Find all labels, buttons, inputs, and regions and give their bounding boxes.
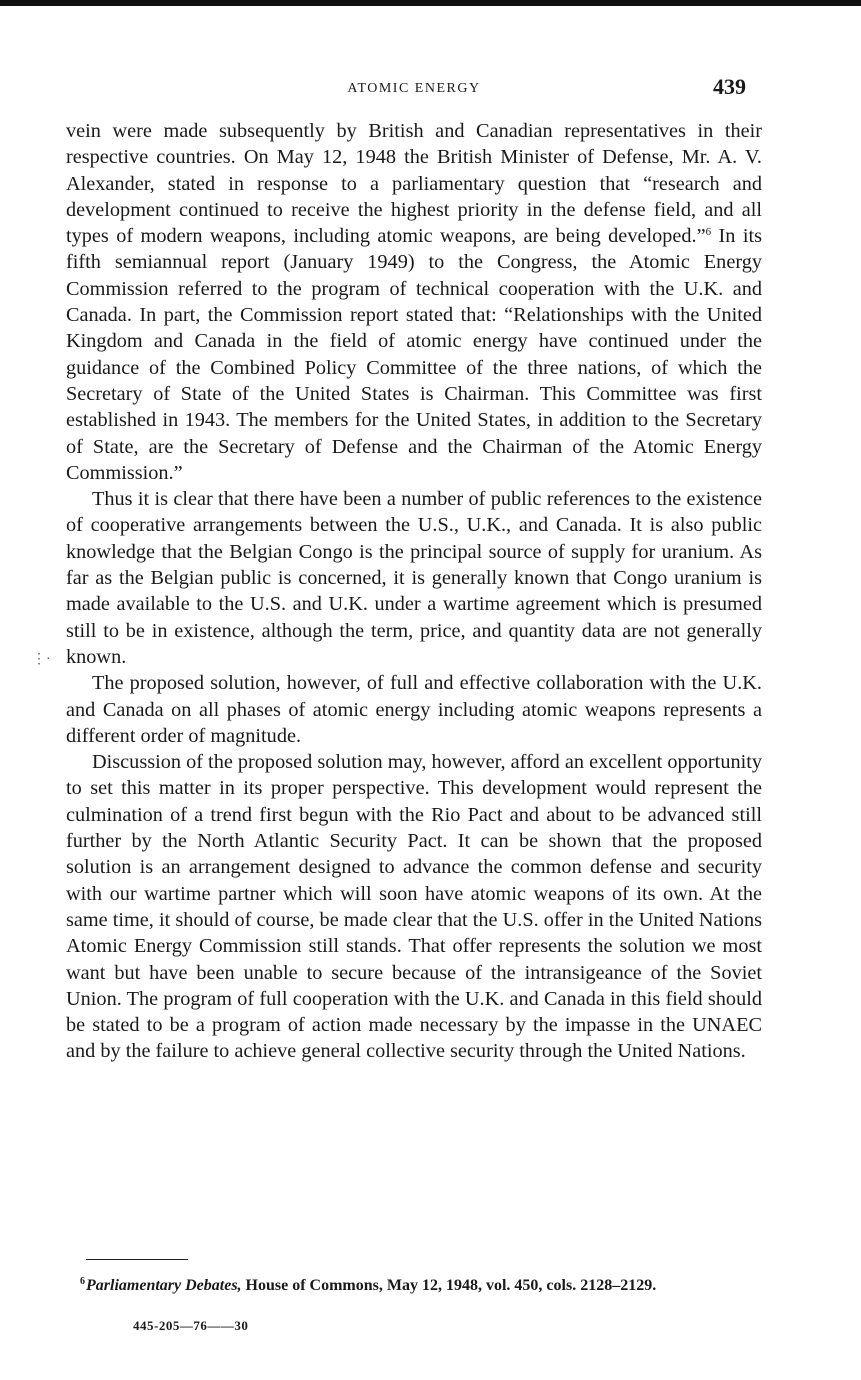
footnote-marker: 6: [80, 1276, 85, 1287]
footnote-divider: [86, 1259, 188, 1260]
paragraph-1-part-a: vein were made subsequently by British and Canadian representatives in their respective countries. On May 12, 1948 the British Minister of Defense, Mr. A. V. Alexander, stated in response to a parliamentary question that “research and development continued to receive the highest priority in the defense field, and all types of modern weapons, including atomic weapons, are being developed.”: [66, 120, 762, 248]
paragraph-1-part-b: In its fifth semiannual report (January 1949) to the Congress, the Atomic Energy Commission referred to the program of technical cooperation with the U.K. and Canada. In part, the Commission report stated that: “Relationships with the United Kingdom and Canada in the field of atomic energy have continued under the guidance of the Combined Policy Committee of the three nations, of which the Secretary of State of the United States is Chairman. This Committee was first established in 1943. The members for the United States, in addition to the Secretary of State, are the Secretary of Defense and the Chairman of the Atomic Energy Commission.”: [66, 225, 763, 484]
paragraph-4: Discussion of the proposed solution may, however, afford an excellent opportunity to set this matter in its proper perspective. This development would represent the culmination of a trend first begun with the Rio Pact and about to be advanced still further by the North Atlantic Security Pact. It can be shown that the proposed solution is an arrangement designed to advance the common defense and security with our wartime partner which will soon have atomic weapons of its own. At the same time, it should of course, be made clear that the U.S. offer in the United Nations Atomic Energy Commission still stands. That offer represents the solution we most want but have been unable to secure because of the intransigeance of the Soviet Union. The program of full cooperation with the U.K. and Canada in this field should be stated to be a program of action made necessary by the impasse in the UNAEC and by the failure to achieve general collective security through the United Nations.: [66, 751, 763, 1063]
body-text: [66, 118, 762, 1065]
print-code: 445-205—76——30: [133, 1318, 249, 1333]
footnote-source-title: Parliamentary Debates,: [86, 1277, 242, 1294]
margin-mark: ⋮·: [32, 652, 51, 667]
paragraph-2: Thus it is clear that there have been a number of public references to the existence of cooperative arrangements between the U.S., U.K., and Canada. It is also public knowledge that the Belgian Congo is the principal source of supply for uranium. As far as the Belgian public is concerned, it is generally known that Congo uranium is made available to the U.S. and U.K. under a wartime agreement which is presumed still to be in existence, although the term, price, and quantity data are not generally known.: [66, 488, 762, 668]
page-number: 439: [713, 74, 746, 99]
footnote-reference[interactable]: 6: [705, 226, 712, 239]
running-head: [66, 74, 762, 104]
footnote: [80, 1276, 764, 1296]
page-top-edge: [0, 0, 861, 6]
paragraph-3: The proposed solution, however, of full and effective collaboration with the U.K. and Canada on all phases of atomic energy including atomic weapons represents a different order of magnitude.: [66, 672, 762, 747]
footnote-text: House of Commons, May 12, 1948, vol. 450, cols. 2128–2129.: [241, 1277, 657, 1294]
running-title: ATOMIC ENERGY: [347, 81, 481, 96]
paragraph-1: [66, 118, 762, 486]
